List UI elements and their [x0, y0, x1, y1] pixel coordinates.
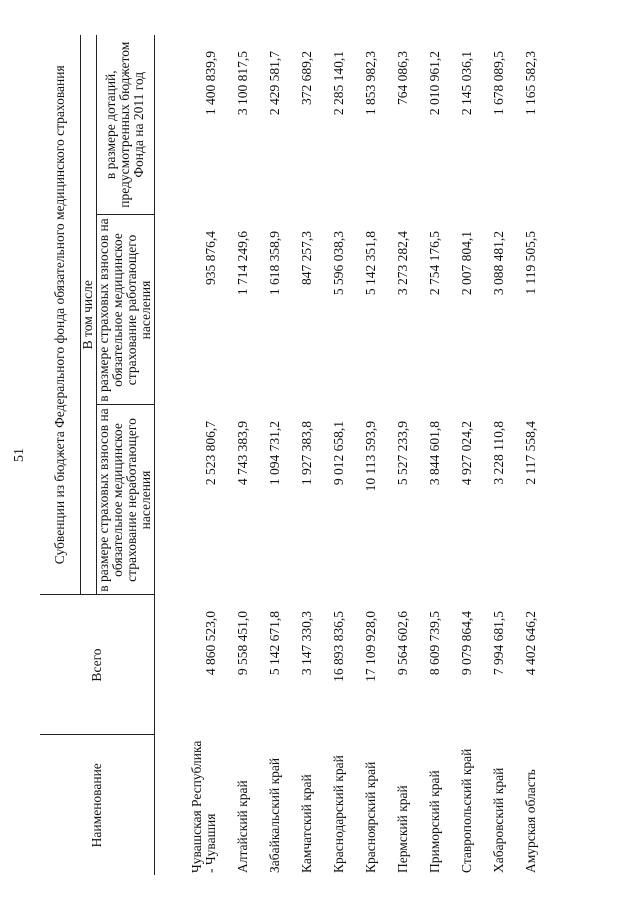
total-cell: 17 109 928,0 [363, 611, 379, 682]
table-row [315, 35, 347, 875]
subsidy-cell: 1 165 582,3 [523, 50, 539, 116]
total-cell: 4 402 646,2 [523, 611, 539, 676]
subsidy-cell: 1 678 089,5 [491, 50, 507, 116]
table-row [283, 35, 315, 875]
subsidy-cell: 2 285 140,1 [331, 50, 347, 116]
subsidy-cell: 2 145 036,1 [459, 50, 475, 116]
nonworking-cell: 9 012 658,1 [331, 421, 347, 486]
nonworking-cell: 3 228 110,8 [491, 421, 507, 485]
working-cell: 1 618 358,9 [267, 231, 283, 296]
total-cell: 7 994 681,5 [491, 611, 507, 676]
subsidy-cell: 3 100 817,5 [235, 50, 251, 116]
page-number: 51 [12, 448, 27, 462]
header-col-nonworking: в размере страховых взносов на обязательное медицинское страхование неработающего населения [96, 405, 154, 595]
header-subvention-group: Субвенции из бюджета Федерального фонда обязательного медицинского страхования [40, 35, 80, 595]
nonworking-cell: 2 117 558,4 [523, 421, 539, 485]
subsidy-cell: 1 853 982,3 [363, 50, 379, 116]
nonworking-cell: 4 927 024,2 [459, 421, 475, 486]
working-cell: 5 596 038,3 [331, 231, 347, 296]
subsidy-cell: 1 400 839,9 [203, 50, 219, 116]
header-including: В том числе [80, 35, 96, 595]
region-name-cell: Пермский край [395, 785, 411, 873]
total-cell: 9 564 602,6 [395, 611, 411, 676]
header-col-subsidy: в размере дотаций, предусмотренных бюджетом Фонда на 2011 год [96, 35, 154, 215]
region-name-cell: Чувашская Республика - Чувашия [189, 740, 219, 873]
total-cell: 16 893 836,5 [331, 611, 347, 682]
total-cell: 9 079 864,4 [459, 611, 475, 676]
nonworking-cell: 5 527 233,9 [395, 421, 411, 486]
subsidy-cell: 2 429 581,7 [267, 50, 283, 116]
working-cell: 1 714 249,6 [235, 231, 251, 296]
subsidy-cell: 764 086,3 [395, 50, 411, 105]
subsidy-cell: 372 689,2 [299, 50, 315, 105]
rotated-table-container [12, 35, 600, 875]
nonworking-cell: 3 844 601,8 [427, 421, 443, 486]
table-row [251, 35, 283, 875]
region-name-cell: Алтайский край [235, 780, 251, 873]
working-cell: 1 119 505,5 [523, 231, 539, 295]
total-cell: 4 860 523,0 [203, 611, 219, 676]
nonworking-cell: 1 927 383,8 [299, 421, 315, 486]
region-name-cell: Камчатский край [299, 774, 315, 873]
region-name-cell: Хабаровский край [491, 767, 507, 873]
working-cell: 5 142 351,8 [363, 231, 379, 296]
working-cell: 935 876,4 [203, 231, 219, 285]
nonworking-cell: 2 523 806,7 [203, 421, 219, 486]
header-total: Всего [40, 595, 154, 735]
header-col-working: в размере страховых взносов на обязательное медицинское страхование работающего населения [96, 215, 154, 405]
table-row [219, 35, 251, 875]
total-cell: 9 558 451,0 [235, 611, 251, 676]
table-row [379, 35, 411, 875]
table-row [347, 35, 379, 875]
region-name-cell: Красноярский край [363, 761, 379, 873]
total-cell: 5 142 671,8 [267, 611, 283, 676]
region-name-cell: Амурская область [523, 769, 539, 873]
nonworking-cell: 10 113 593,9 [363, 421, 379, 492]
working-cell: 847 257,3 [299, 231, 315, 285]
table-row [475, 35, 507, 875]
working-cell: 3 088 481,2 [491, 231, 507, 296]
table-row [507, 35, 539, 875]
table-row [443, 35, 475, 875]
nonworking-cell: 1 094 731,2 [267, 421, 283, 486]
table-row [154, 35, 219, 875]
header-name: Наименование [40, 735, 154, 875]
total-cell: 8 609 739,5 [427, 611, 443, 676]
region-name-cell: Забайкальский край [267, 757, 283, 873]
working-cell: 3 273 282,4 [395, 231, 411, 296]
table-body [154, 35, 539, 875]
region-name-cell: Ставропольский край [459, 748, 475, 873]
subsidy-cell: 2 010 961,2 [427, 50, 443, 116]
working-cell: 2 754 176,5 [427, 231, 443, 296]
nonworking-cell: 4 743 383,9 [235, 421, 251, 486]
region-name-cell: Приморский край [427, 770, 443, 873]
region-name-cell: Краснодарский край [331, 755, 347, 873]
total-cell: 3 147 330,3 [299, 611, 315, 676]
working-cell: 2 007 804,1 [459, 231, 475, 296]
table-row [411, 35, 443, 875]
subvention-table [40, 35, 539, 875]
